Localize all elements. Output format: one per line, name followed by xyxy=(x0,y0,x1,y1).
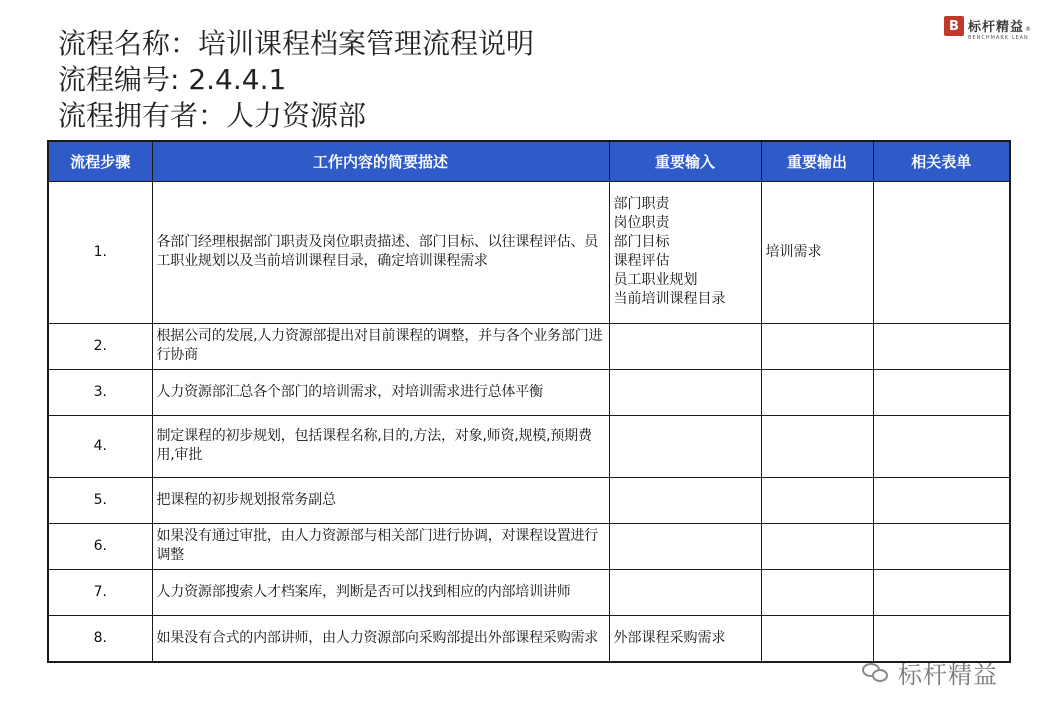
table-row xyxy=(48,569,1010,615)
benchmark-lean-logo xyxy=(944,16,1031,42)
step-inputs: 外部课程采购需求 xyxy=(609,615,761,662)
step-inputs xyxy=(609,323,761,369)
step-inputs xyxy=(609,569,761,615)
input-item: 部门职责 xyxy=(613,196,670,212)
step-number: 2. xyxy=(48,323,152,369)
column-header-input: 重要输入 xyxy=(609,141,761,181)
step-output: 培训需求 xyxy=(761,181,873,323)
step-number: 8. xyxy=(48,615,152,662)
document-title-block xyxy=(58,26,534,134)
step-inputs xyxy=(609,477,761,523)
step-inputs xyxy=(609,369,761,415)
step-number: 6. xyxy=(48,523,152,569)
step-output xyxy=(761,415,873,477)
step-description: 人力资源部汇总各个部门的培训需求，对培训需求进行总体平衡 xyxy=(152,369,609,415)
step-output xyxy=(761,569,873,615)
column-header-forms: 相关表单 xyxy=(873,141,1010,181)
watermark-text: 标杆精益 xyxy=(898,661,998,689)
column-header-description: 工作内容的简要描述 xyxy=(152,141,609,181)
step-forms xyxy=(873,415,1010,477)
table-row xyxy=(48,477,1010,523)
column-header-step: 流程步骤 xyxy=(48,141,152,181)
step-description: 根据公司的发展,人力资源部提出对目前课程的调整，并与各个业务部门进行协商 xyxy=(152,323,609,369)
input-item: 课程评估 xyxy=(613,253,670,269)
step-inputs xyxy=(609,415,761,477)
step-description: 如果没有合式的内部讲师，由人力资源部向采购部提出外部课程采购需求 xyxy=(152,615,609,662)
step-number: 4. xyxy=(48,415,152,477)
step-forms xyxy=(873,369,1010,415)
logo-text xyxy=(968,16,1031,42)
process-name: 流程名称：培训课程档案管理流程说明 xyxy=(58,27,535,60)
step-description: 制定课程的初步规划，包括课程名称,目的,方法，对象,师资,规模,预期费用,审批 xyxy=(152,415,609,477)
table-row xyxy=(48,323,1010,369)
process-owner: 流程拥有者：人力资源部 xyxy=(58,99,367,132)
step-forms xyxy=(873,523,1010,569)
column-header-output: 重要输出 xyxy=(761,141,873,181)
table-row xyxy=(48,181,1010,323)
step-inputs xyxy=(609,181,761,323)
step-description: 如果没有通过审批，由人力资源部与相关部门进行协调，对课程设置进行调整 xyxy=(152,523,609,569)
step-description: 把课程的初步规划报常务副总 xyxy=(152,477,609,523)
logo-en-text: BENCHMARK LEAN xyxy=(968,35,1029,41)
step-number: 5. xyxy=(48,477,152,523)
wechat-watermark xyxy=(862,655,998,690)
wechat-icon xyxy=(862,661,892,685)
logo-cn-text: 标杆精益 xyxy=(968,20,1025,35)
table-row xyxy=(48,523,1010,569)
input-item: 部门目标 xyxy=(613,234,670,250)
step-description: 各部门经理根据部门职责及岗位职责描述、部门目标、以往课程评估、员工职业规划以及当前培训课程目录，确定培训课程需求 xyxy=(152,181,609,323)
input-item: 当前培训课程目录 xyxy=(613,291,726,307)
logo-registered-mark: ® xyxy=(1025,26,1032,33)
step-output xyxy=(761,477,873,523)
step-inputs xyxy=(609,523,761,569)
step-forms xyxy=(873,477,1010,523)
step-description: 人力资源部搜索人才档案库，判断是否可以找到相应的内部培训讲师 xyxy=(152,569,609,615)
step-forms xyxy=(873,569,1010,615)
table-header-row xyxy=(48,141,1010,181)
input-item: 员工职业规划 xyxy=(613,272,698,288)
step-output xyxy=(761,523,873,569)
step-number: 1. xyxy=(48,181,152,323)
step-forms xyxy=(873,323,1010,369)
step-output xyxy=(761,369,873,415)
process-table xyxy=(47,140,1011,663)
table-row xyxy=(48,369,1010,415)
step-number: 3. xyxy=(48,369,152,415)
table-row xyxy=(48,415,1010,477)
process-number: 流程编号: 2.4.4.1 xyxy=(58,63,287,96)
step-output xyxy=(761,323,873,369)
input-item: 岗位职责 xyxy=(613,215,670,231)
logo-mark-icon: B xyxy=(944,16,964,36)
step-number: 7. xyxy=(48,569,152,615)
step-forms xyxy=(873,181,1010,323)
step-output xyxy=(761,615,873,662)
